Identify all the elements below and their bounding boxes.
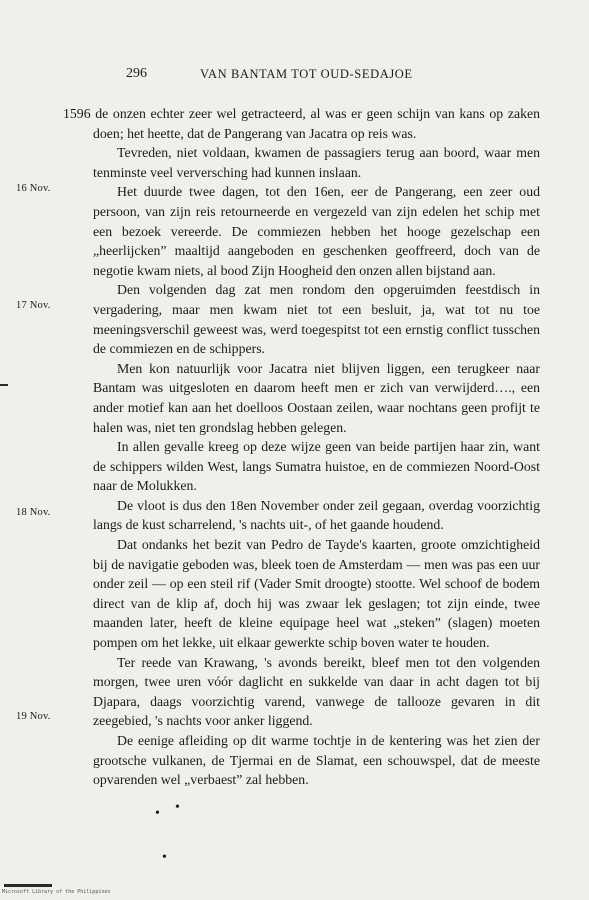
body-text xyxy=(63,104,540,790)
ink-speck: • xyxy=(162,850,167,865)
paragraph: Tevreden, niet voldaan, kwamen de passagiers terug aan boord, waar men tenminste veel verversching had kunnen inslaan. xyxy=(93,145,540,180)
page-number: 296 xyxy=(126,66,147,81)
paragraph: Het duurde twee dagen, tot den 16en, eer de Pangerang, een zeer oud persoon, van zijn reis retourneerde en vergezeld van zijn edelen het schip met een bezoek vereerde. De commiezen hebben het hooge gezelschap een „heerlijcken” maaltijd aangeboden en geschenken geoffreerd, doch van de negotie kwam niets, al bood Zijn Hoogheid den onzen allen bijstand aan. xyxy=(93,184,540,278)
paragraph: De vloot is dus den 18en November onder zeil gegaan, overdag voorzichtig langs de kust scharrelend, 's nachts uit-, of het gaande houdend. xyxy=(93,497,540,533)
paragraph: In allen gevalle kreeg op deze wijze geen van beide partijen haar zin, want de schippers wilden West, langs Sumatra huistoe, en de commiezen Noord-Oost naar de Molukken. xyxy=(93,439,540,494)
edge-mark xyxy=(4,884,52,887)
edge-mark xyxy=(0,384,8,386)
paragraph: Den volgenden dag zat men rondom den opgeruimden feestdisch in vergadering, maar men kwam niet tot een besluit, ja, wat tot nu toe meeningsverschil geweest was, werd toegespitst tot een ernstig conflict tusschen de commiezen en de schippers. xyxy=(93,282,540,357)
margin-date-16-nov: 16 Nov. xyxy=(16,183,51,194)
margin-date-19-nov: 19 Nov. xyxy=(16,711,51,722)
ink-speck: • xyxy=(175,800,180,815)
paragraph: Ter reede van Krawang, 's avonds bereikt, bleef men tot den volgenden morgen, twee uren vóór daglicht en sukkelde van daar in acht dagen tot bij Djapara, daags voorzichtig varend, vanwege de tallooze gevaren in dit zeegebied, 's nachts voor anker liggend. xyxy=(93,654,540,729)
margin-date-18-nov: 18 Nov. xyxy=(16,507,51,518)
running-title: VAN BANTAM TOT OUD-SEDAJOE xyxy=(200,67,413,81)
paragraph: De eenige afleiding op dit warme tochtje in de kentering was het zien der grootsche vulkanen, de Tjermai en de Slamat, een schouwspel, dat de meeste opvarenden wel „verbaest” zal hebben. xyxy=(93,733,540,788)
scan-footer: Microsoft Library of the Philippines xyxy=(2,889,111,895)
paragraph: Dat ondanks het bezit van Pedro de Tayde's kaarten, groote omzichtigheid bij de navigatie geboden was, bleek toen de Amsterdam — men was pas een uur onder zeil — op een steil rif (Vader Smit droogte) stootte. Wel schoof de bodem direct van de klip af, doch hij was zwaar lek geslagen; tot zijn einde, twee maanden later, heeft de kleine equipage heel wat „steken” (slagen) moeten pompen om het lekke, uit elkaar gewerkte schip boven water te houden. xyxy=(93,537,540,651)
paragraph: Men kon natuurlijk voor Jacatra niet blijven liggen, een terugkeer naar Bantam was uitgesloten en daarom heeft men er zich van verwijderd…., een ander motief kan aan het doelloos Oostaan zeilen, waar nochtans geen profijt te halen was, niet ten grondslag hebben gelegen. xyxy=(93,360,540,435)
paragraph: 1596 de onzen echter zeer wel getracteerd, al was er geen schijn van kans op zaken doen; het heette, dat de Pangerang van Jacatra op reis was. xyxy=(63,106,540,141)
margin-date-17-nov: 17 Nov. xyxy=(16,300,51,311)
ink-speck: • xyxy=(155,806,160,821)
